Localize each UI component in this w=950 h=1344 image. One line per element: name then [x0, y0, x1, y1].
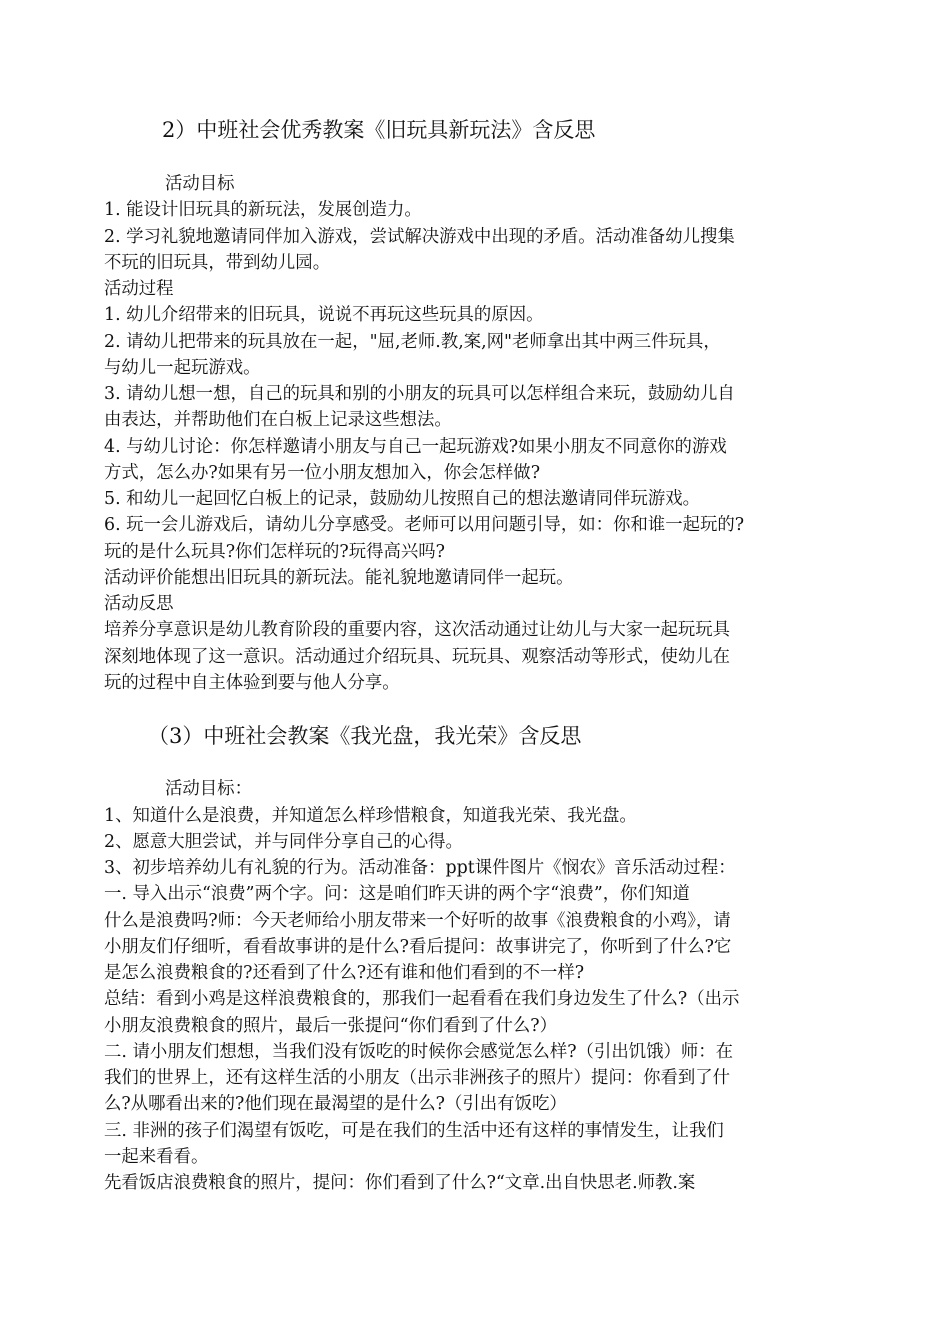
- section-2-heading-reflection: 活动反思: [104, 594, 174, 614]
- section-3-line: 我们的世界上，还有这样生活的小朋友（出示非洲孩子的照片）提问：你看到了什: [104, 1068, 731, 1088]
- section-2-line: 与幼儿一起玩游戏。: [104, 358, 261, 378]
- section-3-line: 三. 非洲的孩子们渴望有饭吃，可是在我们的生活中还有这样的事情发生，让我们: [104, 1121, 724, 1141]
- section-3-line: 么?从哪看出来的?他们现在最渴望的是什么?（引出有饭吃）: [104, 1094, 567, 1114]
- section-3-line: 2、愿意大胆尝试，并与同伴分享自己的心得。: [104, 832, 463, 852]
- section-2-line: 不玩的旧玩具，带到幼儿园。: [104, 253, 331, 273]
- section-2-line: 1. 能设计旧玩具的新玩法，发展创造力。: [104, 200, 422, 220]
- section-3-line: 二. 请小朋友们想想，当我们没有饭吃的时候你会感觉怎么样?（引出饥饿）师：在: [104, 1042, 734, 1062]
- section-2-line: 2. 请幼儿把带来的玩具放在一起，"屈,老师.教,案,网"老师拿出其中两三件玩具，: [104, 332, 721, 352]
- section-3-line: 先看饭店浪费粮食的照片，提问：你们看到了什么?“文章.出自快思老.师教.案: [104, 1173, 696, 1193]
- section-2-line: 玩的过程中自主体验到要与他人分享。: [104, 673, 400, 693]
- section-2-heading-process: 活动过程: [104, 279, 174, 299]
- section-3-line: 小朋友浪费粮食的照片，最后一张提问“你们看到了什么?）: [104, 1016, 557, 1036]
- section-2-line: 活动评价能想出旧玩具的新玩法。能礼貌地邀请同伴一起玩。: [104, 568, 574, 588]
- section-2-line: 方式，怎么办?如果有另一位小朋友想加入，你会怎样做?: [104, 463, 541, 483]
- section-2-line: 2. 学习礼貌地邀请同伴加入游戏，尝试解决游戏中出现的矛盾。活动准备幼儿搜集: [104, 227, 735, 247]
- section-3-line: 1、知道什么是浪费，并知道怎么样珍惜粮食，知道我光荣、我光盘。: [104, 806, 637, 826]
- section-2-line: 由表达，并帮助他们在白板上记录这些想法。: [104, 410, 452, 430]
- section-2-line: 培养分享意识是幼儿教育阶段的重要内容，这次活动通过让幼儿与大家一起玩玩具: [104, 620, 731, 640]
- section-2-title: 2）中班社会优秀教案《旧玩具新玩法》含反思: [162, 118, 596, 142]
- section-3-line: 什么是浪费吗?师：今天老师给小朋友带来一个好听的故事《浪费粮食的小鸡》，请: [104, 911, 731, 931]
- section-2-line: 4. 与幼儿讨论：你怎样邀请小朋友与自己一起玩游戏?如果小朋友不同意你的游戏: [104, 437, 727, 457]
- section-3-title: （3）中班社会教案《我光盘，我光荣》含反思: [148, 724, 582, 748]
- section-2-line: 6. 玩一会儿游戏后，请幼儿分享感受。老师可以用问题引导，如：你和谁一起玩的?: [104, 515, 745, 535]
- section-2-line: 玩的是什么玩具?你们怎样玩的?玩得高兴吗?: [104, 542, 446, 562]
- section-2-line: 5. 和幼儿一起回忆白板上的记录，鼓励幼儿按照自己的想法邀请同伴玩游戏。: [104, 489, 701, 509]
- section-2-heading-goals: 活动目标: [165, 174, 235, 194]
- section-3-line: 总结：看到小鸡是这样浪费粮食的，那我们一起看看在我们身边发生了什么?（出示: [104, 989, 740, 1009]
- section-3-line: 小朋友们仔细听，看看故事讲的是什么?看后提问：故事讲完了，你听到了什么?它: [104, 937, 732, 957]
- section-3-line: 一. 导入出示“浪费”两个字。问：这是咱们昨天讲的两个字“浪费”，你们知道: [104, 884, 690, 904]
- section-3-heading-goals: 活动目标：: [165, 779, 252, 799]
- section-3-line: 一起来看看。: [104, 1147, 209, 1167]
- section-3-line: 3、初步培养幼儿有礼貌的行为。活动准备：ppt课件图片《悯农》音乐活动过程：: [104, 858, 736, 878]
- section-2-line: 1. 幼儿介绍带来的旧玩具，说说不再玩这些玩具的原因。: [104, 305, 544, 325]
- section-2-line: 深刻地体现了这一意识。活动通过介绍玩具、玩玩具、观察活动等形式，使幼儿在: [104, 647, 731, 667]
- section-3-line: 是怎么浪费粮食的?还看到了什么?还有谁和他们看到的不一样?: [104, 963, 585, 983]
- section-2-line: 3. 请幼儿想一想，自己的玩具和别的小朋友的玩具可以怎样组合来玩，鼓励幼儿自: [104, 384, 735, 404]
